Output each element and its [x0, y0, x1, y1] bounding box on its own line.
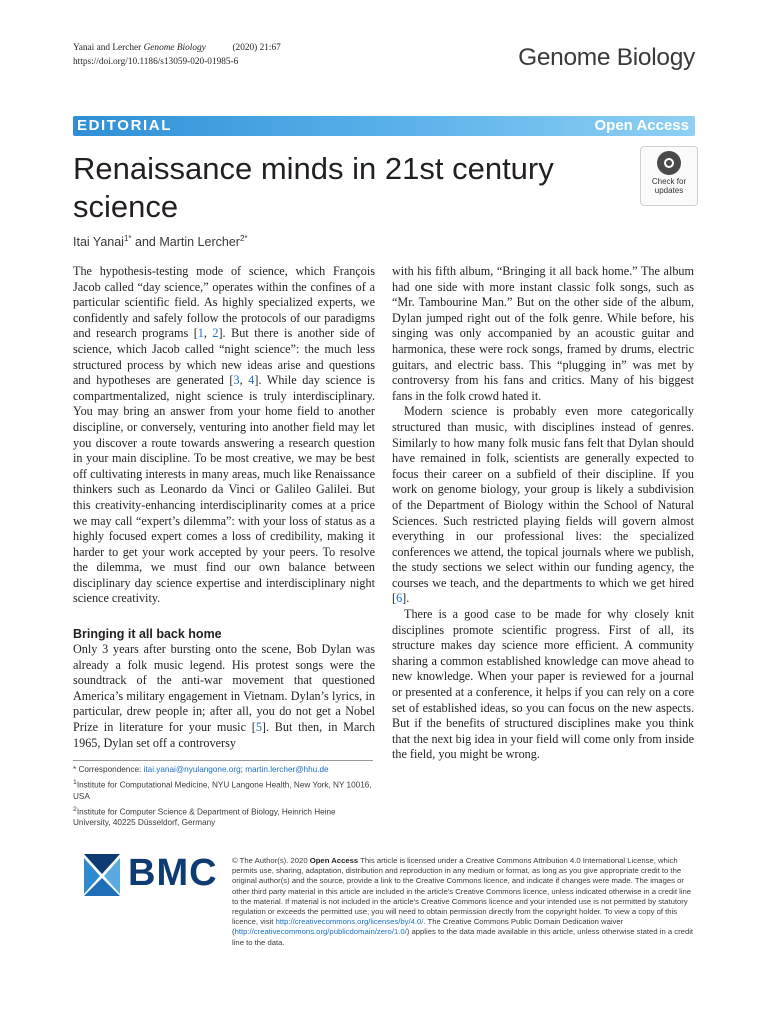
affiliation-1: $^1$Institute for Computational Medicine, NYU Langone Health, New York, NY 10016, USA — [73, 779, 372, 801]
article-type-label: EDITORIAL — [77, 117, 172, 134]
body-column-right — [392, 264, 694, 763]
email-link[interactable]: itai.yanai@nyulangone.org — [143, 765, 241, 774]
section-heading: Bringing it all back home — [73, 627, 222, 642]
citation-link[interactable]: 6 — [396, 591, 403, 606]
badge-line-1: Check for — [651, 177, 687, 186]
author-1-affil: 1* — [123, 234, 132, 243]
author-2-affil: 2* — [239, 234, 248, 243]
citation-link[interactable]: 1 — [197, 326, 204, 341]
citation-link[interactable]: 4 — [248, 373, 255, 388]
article-meta — [73, 41, 281, 69]
author-1[interactable]: Itai Yanai — [73, 235, 124, 250]
running-authors: Yanai and Lercher — [73, 43, 142, 53]
badge-line-2: updates — [654, 186, 684, 195]
citation-link[interactable]: 2 — [212, 326, 219, 341]
affiliation-2: $^2$Institute for Computer Science & Department of Biology, Heinrich Heine University, 40225 Düsseldorf, Germany — [73, 805, 336, 828]
journal-name-inline: Genome Biology — [143, 43, 206, 53]
year-volume: (2020) 21:67 — [232, 43, 281, 53]
open-access-term: Open Access — [309, 856, 359, 865]
article-title: Renaissance minds in 21st century science — [73, 151, 554, 224]
publisher-logo-text: BMC — [128, 852, 218, 894]
journal-logo[interactable]: Genome Biology — [518, 44, 695, 71]
paragraph-dylan: Only 3 years after bursting onto the scene, Bob Dylan was already a folk music legend. His protest songs were the soundtrack of the anti-war movement that questioned America’s military engagement in Vietnam. Dylan’s lyrics, in particular, drew people in; after all, you do not get a Nobel Prize in literature for your music [5]. But then, in March 1965, Dylan set off a controversy — [73, 642, 375, 750]
doi-link[interactable]: https://doi.org/10.1186/s13059-020-01985-6 — [73, 57, 239, 67]
author-separator: and — [131, 235, 160, 250]
correspondence: * Correspondence: itai.yanai@nyulangone.org; martin.lercher@hhu.de — [73, 765, 329, 774]
paragraph-intro: The hypothesis-testing mode of science, which François Jacob called “day science,” operates within the confines of a particular scientific field. As highly specialized experts, we confidently and safely follow the protocols of our paradigms and research programs [1, 2]. But there is another side of science, which Jacob called “night science”: the much less structured process by which new ideas arise and questions and hypotheses are generated [3, 4]. While day science is compartmentalized, night science is truly interdisciplinary. You may bring an answer from your home field to another discipline, or conversely, venturing into another field may let you discover a route towards answering a research question in your main discipline. To be most creative, we may be best off cultivating interests in many areas, much like Renaissance thinkers such as Leonardo da Vinci or Galileo Galilei. But this creativity-enhancing interdisciplinarity comes at a price we may call “expert’s dilemma”: with your loss of status as a highly focused expert comes a loss of credibility, making it harder to get your work accepted by your peers. To resolve the dilemma, we must find our own balance between disciplinary day science expertise and interdisciplinary night science creativity. — [73, 264, 376, 606]
author-list — [73, 234, 248, 249]
author-2[interactable]: Martin Lercher — [159, 235, 240, 250]
open-access-label: Open Access — [594, 117, 689, 134]
article-type-banner — [73, 116, 695, 136]
email-link[interactable]: martin.lercher@hhu.de — [245, 765, 329, 774]
body-column-left — [73, 264, 375, 751]
citation-link[interactable]: 5 — [255, 720, 262, 735]
paragraph-disciplines: There is a good case to be made for why closely knit disciplines promote scientific progress. First of all, its structure makes day science more efficient. A community sharing a common established knowledge can move ahead to new knowledge. When your paper is reviewed for a journal or presented at a conference, it helps if you can rely on a core set of established ideas, so you can focus on the new aspects. But if the benefits of structured disciplines make you think that the next big idea in your field will come only from inside the field, you might be wrong. — [392, 607, 694, 762]
citation-line — [73, 41, 281, 55]
check-for-updates-badge[interactable] — [640, 146, 698, 206]
cc-by-link[interactable]: http://creativecommons.org/licenses/by/4.0/ — [275, 917, 424, 927]
paragraph-album: with his fifth album, “Bringing it all back home.” The album had one side with more instant classic folk songs, such as “Mr. Tambourine Man.” But on the other side of the album, Dylan jumped right out of the folk genre. While before, his singing was only accompanied by an acoustic guitar and harmonica, these were rock songs, framed by drums, electric guitars, and electric bass. This “plugging in” was met by controversy from his fans and critics. Many of his biggest fans in the folk crowd hated it. — [392, 264, 694, 403]
license-text: © The Author(s). 2020 Open Access This article is licensed under a Creative Commons Attribution 4.0 International License, which permits use, sharing, adaptation, distribution and reproduction in any medium or format, as long as you give appropriate credit to the original author(s) and the source, provide a link to the Creative Commons licence, and indicate if changes were made. The images or other third party material in this article are included in the article's Creative Commons licence, unless indicated otherwise in a credit line to the material. If material is not included in the article's Creative Commons licence and your intended use is not permitted by statutory regulation or exceeds the permitted use, you will need to obtain permission directly from the copyright holder. To view a copy of this licence, visit http://creativecommons.org/licenses/by/4.0/. The Creative Commons Public Domain Dedication waiver (http://creativecommons.org/publicdomain/zero/1.0/) applies to the data made available in this article, unless otherwise stated in a credit line to the data. — [232, 856, 694, 947]
footnotes — [73, 760, 373, 830]
paragraph-modern-science: Modern science is probably even more categorically structured than music, with disciplines instead of genres. Similarly to how many folk music fans felt that Dylan should have remained in folk, scientists are generally expected to focus their career on a subfield of their discipline. If you work on genome biology, your group is likely a subdivision of the Department of Biology within the School of Natural Sciences. Such restricted playing fields will govern almost everything in our professional lives: the specialized conferences we attend, the topical journals where we publish, the study sections we select within our funding agency, the courses we teach, and the departments to which we get hired [6]. — [392, 404, 694, 606]
cc0-link[interactable]: http://creativecommons.org/publicdomain/zero/1.0/ — [234, 927, 407, 937]
crossmark-icon — [657, 151, 681, 175]
citation-link[interactable]: 3 — [233, 373, 240, 388]
